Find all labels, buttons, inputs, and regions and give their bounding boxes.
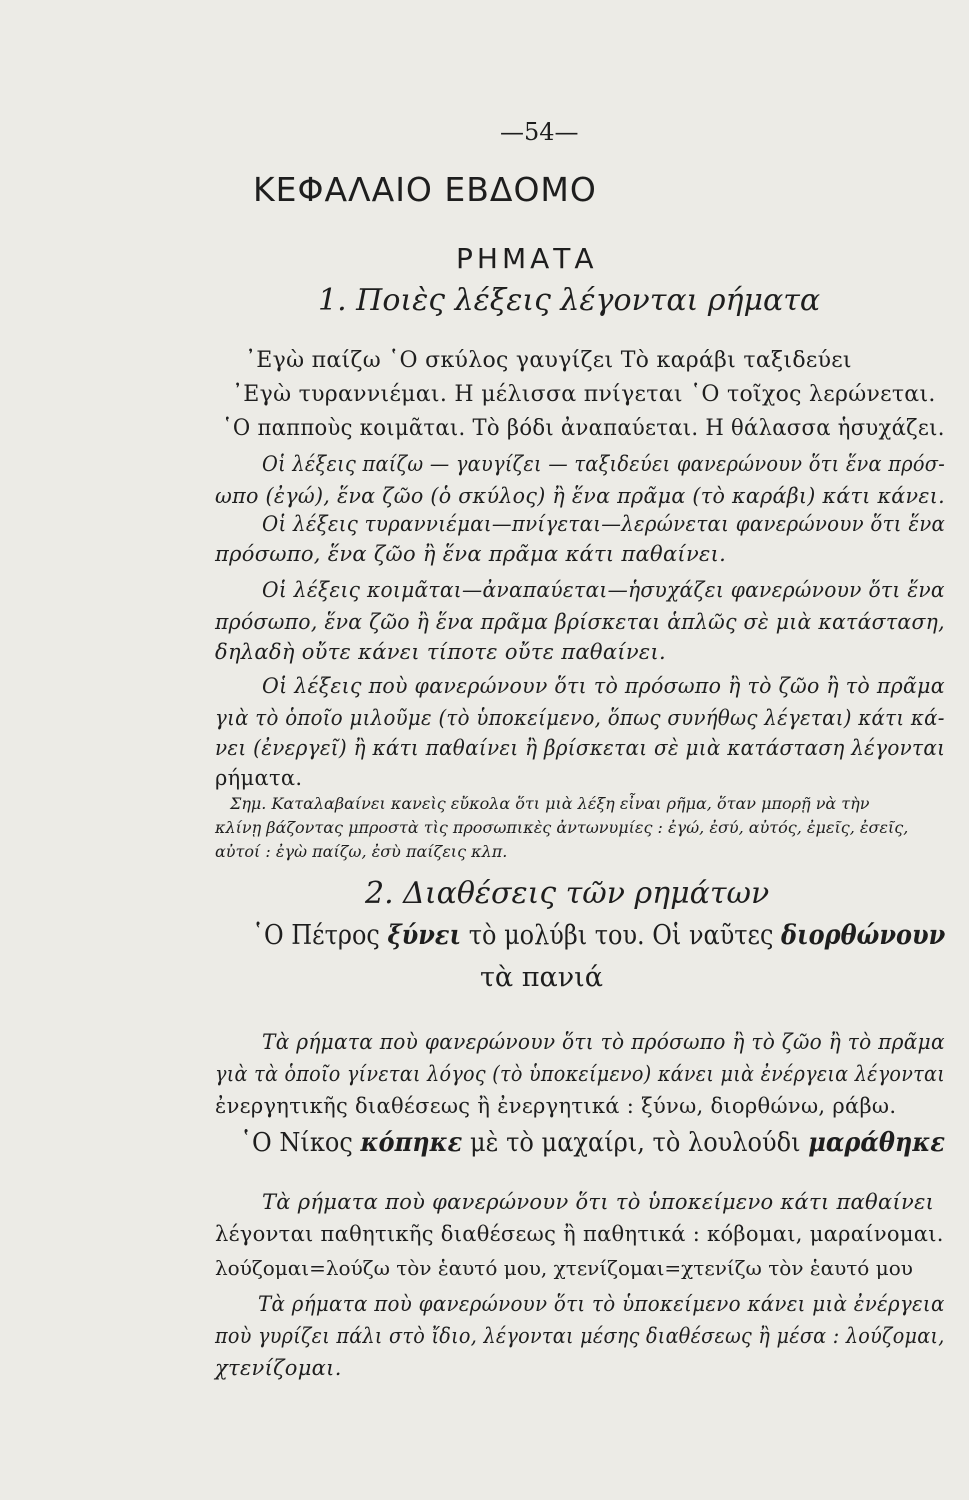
paragraph-line: ρήματα.: [215, 766, 303, 790]
example-sentence: λούζομαι=λούζω τὸν ἑαυτό μου, χτενίζομαι=χτενίζω τὸν ἑαυτό μου: [215, 1256, 913, 1280]
paragraph-line: δηλαδὴ οὔτε κάνει τίποτε οὔτε παθαίνει.: [215, 640, 666, 664]
paragraph-line: ωπο (ἐγώ), ἕνα ζῶο (ὁ σκύλος) ἢ ἕνα πρᾶμα (τὸ καράβι) κάτι κάνει.: [215, 484, 945, 508]
note-line: κλίνῃ βάζοντας μπροστὰ τὶς προσωπικὲς ἀντωνυμίες : ἐγώ, ἐσύ, αὐτός, ἐμεῖς, ἐσεῖς,: [215, 818, 909, 837]
paragraph-line: Οἱ λέξεις κοιμᾶται—ἀναπαύεται—ἡσυχάζει φανερώνουν ὅτι ἕνα: [262, 578, 945, 602]
example-text: τὸ μολύβι του. Οἱ ναῦτες: [468, 920, 774, 951]
paragraph-line: γιὰ τὸ ὁποῖο μιλοῦμε (τὸ ὑποκείμενο, ὅπως συνήθως λέγεται) κάτι κά-: [215, 706, 945, 730]
paragraph-line: πρόσωπο, ἕνα ζῶο ἢ ἕνα πρᾶμα κάτι παθαίνει.: [215, 542, 727, 566]
example-sentence: [240, 1128, 945, 1158]
example-sentence: τὰ πανιά: [480, 962, 603, 993]
chapter-title: ΚΕΦΑΛΑΙΟ ΕΒΔΟΜΟ: [253, 170, 597, 209]
paragraph-line: νει (ἐνεργεῖ) ἢ κάτι παθαίνει ἢ βρίσκεται σὲ μιὰ κατάσταση λέγονται: [215, 736, 946, 760]
note-line: αὐτοί : ἐγὼ παίζω, ἐσὺ παίζεις κλπ.: [215, 842, 508, 861]
paragraph-line: Οἱ λέξεις τυραννιέμαι—πνίγεται—λερώνεται φανερώνουν ὅτι ἕνα: [262, 512, 946, 536]
section-title: ΡΗΜΑΤΑ: [456, 242, 598, 275]
example-line: ᾿Εγὼ παίζω ῾Ο σκύλος γαυγίζει Τὸ καράβι ταξιδεύει: [245, 348, 852, 373]
example-verb: διορθώνουν: [781, 920, 946, 951]
page-number: —54—: [500, 118, 579, 146]
paragraph-line: Τὰ ρήματα ποὺ φανερώνουν ὅτι τὸ ὑποκείμενο κάτι παθαίνει: [262, 1190, 935, 1214]
paragraph-line: Τὰ ρήματα ποὺ φανερώνουν ὅτι τὸ ὑποκείμενο κάνει μιὰ ἐνέργεια: [258, 1292, 945, 1316]
paragraph-line: λέγονται παθητικῆς διαθέσεως ἢ παθητικά : κόβομαι, μαραίνομαι.: [215, 1222, 944, 1246]
example-text: ῾Ο Πέτρος: [252, 920, 380, 951]
paragraph-line: ἐνεργητικῆς διαθέσεως ἢ ἐνεργητικά : ξύνω, διορθώνω, ράβω.: [215, 1094, 897, 1118]
example-line: ῾Ο παπποὺς κοιμᾶται. Τὸ βόδι ἀναπαύεται. Η θάλασσα ἡσυχάζει.: [222, 416, 945, 441]
paragraph-line: πρόσωπο, ἕνα ζῶο ἢ ἕνα πρᾶμα βρίσκεται ἁπλῶς σὲ μιὰ κατάσταση,: [215, 610, 945, 634]
example-line: ᾿Εγὼ τυραννιέμαι. Η μέλισσα πνίγεται ῾Ο τοῖχος λερώνεται.: [232, 382, 936, 407]
paragraph-line: Οἱ λέξεις παίζω — γαυγίζει — ταξιδεύει φανερώνουν ὅτι ἕνα πρόσ-: [262, 452, 946, 476]
example-text: ῾Ο Νίκος: [240, 1128, 353, 1158]
paragraph-line: γιὰ τὰ ὁποῖο γίνεται λόγος (τὸ ὑποκείμενο) κάνει μιὰ ἐνέργεια λέγονται: [215, 1062, 946, 1086]
example-verb: ξύνει: [387, 920, 462, 951]
note-line: Σημ. Καταλαβαίνει κανεὶς εὔκολα ὅτι μιὰ λέξη εἶναι ρῆμα, ὅταν μπορῇ νὰ τὴν: [230, 794, 870, 813]
example-verb: μαράθηκε: [808, 1128, 945, 1158]
example-verb: κόπηκε: [360, 1128, 463, 1158]
example-text: μὲ τὸ μαχαίρι, τὸ λουλούδι: [469, 1128, 801, 1158]
paragraph-line: Τὰ ρήματα ποὺ φανερώνουν ὅτι τὸ πρόσωπο ἢ τὸ ζῶο ἢ τὸ πρᾶμα: [262, 1030, 945, 1054]
paragraph-line: ποὺ γυρίζει πάλι στὸ ἴδιο, λέγονται μέσης διαθέσεως ἢ μέσα : λούζομαι,: [215, 1324, 945, 1348]
section2-heading: 2. Διαθέσεις τῶν ρημάτων: [365, 876, 770, 911]
paragraph-line: χτενίζομαι.: [215, 1356, 342, 1380]
section1-heading: 1. Ποιὲς λέξεις λέγονται ρήματα: [318, 283, 821, 318]
example-sentence: [252, 920, 945, 951]
paragraph-line: Οἱ λέξεις ποὺ φανερώνουν ὅτι τὸ πρόσωπο ἢ τὸ ζῶο ἢ τὸ πρᾶμα: [262, 674, 945, 698]
